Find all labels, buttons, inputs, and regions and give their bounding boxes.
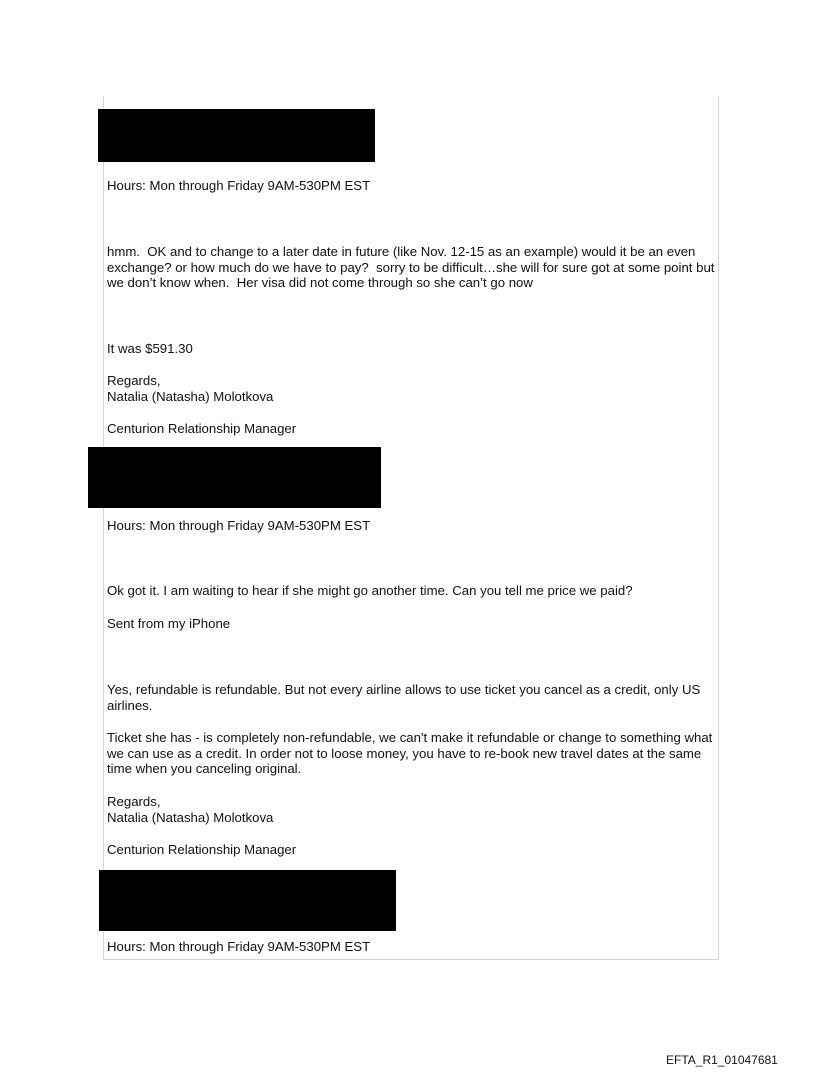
hours-line: Hours: Mon through Friday 9AM-530PM EST: [107, 518, 371, 533]
redaction-block: [88, 447, 381, 508]
signature-name: Natalia (Natasha) Molotkova: [107, 389, 274, 404]
message-body: Ok got it. I am waiting to hear if she might go another time. Can you tell me price we paid?: [107, 583, 633, 598]
signature-regards: Regards,: [107, 373, 161, 388]
signature-title: Centurion Relationship Manager: [107, 421, 297, 436]
message-paragraph: Yes, refundable is refundable. But not every airline allows to use ticket you cancel as a credit, only US airlines.: [107, 682, 704, 713]
redaction-block: [98, 109, 375, 162]
signature-regards: Regards,: [107, 794, 161, 809]
hours-line: Hours: Mon through Friday 9AM-530PM EST: [107, 939, 371, 954]
message-body: hmm. OK and to change to a later date in future (like Nov. 12-15 as an example) would it be an even exchange? or how much do we have to pay? sorry to be difficult…she will for sure got at some point but we don’t know when. Her visa did not come through so she can’t go now: [107, 244, 719, 290]
redaction-block: [99, 870, 396, 931]
signature-name: Natalia (Natasha) Molotkova: [107, 810, 274, 825]
message-body: It was $591.30: [107, 341, 193, 356]
signature-title: Centurion Relationship Manager: [107, 842, 297, 857]
hours-line: Hours: Mon through Friday 9AM-530PM EST: [107, 178, 371, 193]
message-paragraph: Ticket she has - is completely non-refundable, we can't make it refundable or change to something what we can use as a credit. In order not to loose money, you have to re-book new travel dates at the same time when you canceling original.: [107, 730, 716, 776]
document-id: EFTA_R1_01047681: [666, 1053, 778, 1067]
sent-from-line: Sent from my iPhone: [107, 616, 231, 631]
